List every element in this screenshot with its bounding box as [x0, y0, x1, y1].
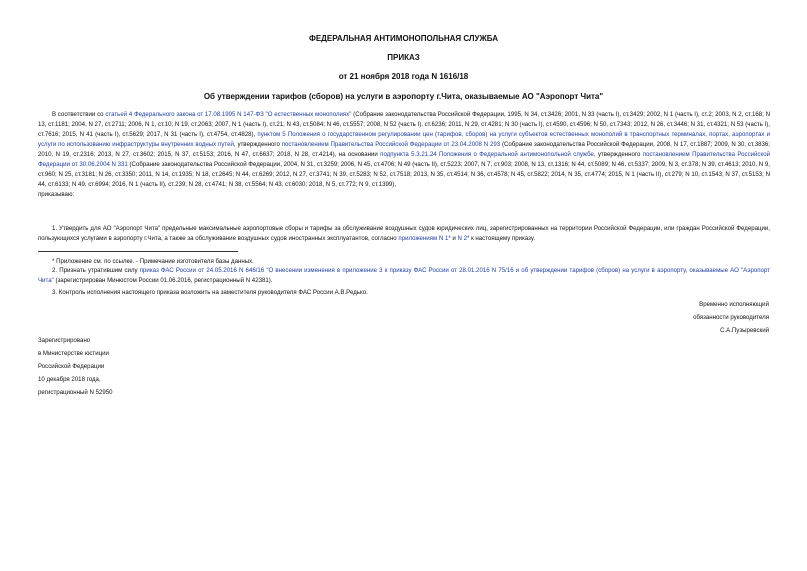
item-1-text: к настоящему приказу. [469, 235, 536, 242]
doc-date-number: от 21 ноября 2018 года N 1616/18 [338, 72, 469, 81]
item-2-paragraph [38, 266, 770, 286]
preamble [38, 110, 770, 200]
item-2-text: 2. Признать утратившим силу [52, 267, 140, 274]
preamble-paragraph [38, 110, 770, 190]
item-3-paragraph: 3. Контроль исполнения настоящего приказа возложить на заместителя руководителя ФАС России А.В.Редько. [52, 289, 368, 296]
item-2-text: (зарегистрирован Минюстом России 01.06.2016, регистрационный N 42381). [53, 277, 273, 284]
law-147-fz-link[interactable]: статьей 4 Федерального закона от 17.08.1995 N 147-ФЗ "О естественных монополиях" [105, 111, 352, 118]
registration-line: Российской Федерации [38, 363, 105, 370]
signer-position-line1: Временно исполняющий [699, 301, 769, 308]
registration-number: регистрационный N 52950 [38, 389, 113, 396]
regulation-point5-link[interactable]: пунктом 5 Положения о государственном регулировании цен (тарифов, сборов) на услуги субъектов естественных монополий в транспортных терминалах, портах, аэропортах и услуги по использованию инфраструктуры внутренних водных путей [38, 131, 770, 148]
item-2 [38, 266, 770, 286]
item-1-text: 1. Утвердить для АО "Аэропорт Чита" предельные максимальные аэропортовые сборы и тарифы за обслуживание воздушных судов юридических лиц, зарегистрированных на территории Российской Федерации, или граждан Российской Федерации, пользующихся услугами в аэропорту г.Чита, а также за обслуживание воздушных судов иностранных эксплуатантов, согласно [38, 225, 770, 242]
signer-name: С.А.Пузыревский [720, 327, 769, 334]
preamble-text: (Собрание законодательства Российской Федерации, 1995, N 34, ст.3426; 2001, N 33 (часть I), ст.3429; 2002, N 1 (часть I), ст.2; 2003, N 2, ст.168; N 13, ст.1181; 2004, N 27, ст.2711; 2006, N 1, ст.10; N 19, ст.2063; 2007, N 1 (часть I), ст.21; N 43, ст.5084; N 46, ст.5557; 2008, N 52 (часть I), ст.6236; 2011, N 29, ст.4281; N 30 (часть I), ст.4590, ст.4596; N 50, ст.7343; 2012, N 26, ст.3446; N 31, ст.4321; N 53 (часть I), ст.7616; 2015, N 41 (часть I), ст.5629; 2017, N 31 (часть I), ст.4754, ст.4828), [38, 111, 770, 138]
preamble-text: (Собрание законодательства Российской Федерации, 2008, N 17, ст.1887; 2009, N 30, ст.3836; 2010, N 19, ст.2316; 2013, N 27, ст.3602; 2015, N 37, ст.5153; 2016, N 47, ст.6637; 2018, N 28, ст.4214), на основании [38, 141, 770, 158]
appendix-1-link[interactable]: приложениям N 1* [398, 235, 451, 242]
footnote-divider [38, 251, 238, 252]
item-1-text: и [450, 235, 458, 242]
signer-position-line2: обязанности руководителя [693, 314, 769, 321]
government-decree-293-link[interactable]: постановлением Правительства Российской Федерации от 23.04.2008 N 293 [281, 141, 501, 148]
registration-line: Зарегистрировано [38, 337, 91, 344]
government-decree-331-link[interactable]: постановлением Правительства Российской Федерации от 30.06.2004 N 331 [38, 151, 770, 168]
item-1-paragraph [38, 224, 770, 244]
preamble-text: (Собрание законодательства Российской Федерации, 2004, N 31, ст.3259; 2006, N 45, ст.4706; N 49 (часть II), ст.5223; 2007, N 7, ст.903; 2008, N 13, ст.1316; N 44, ст.5089; N 46, ст.5337; 2009, N 3, ст.378; N 39, ст.4613; 2010, N 9, ст.960; N 25, ст.3181; N 26, ст.3350; 2011, N 14, ст.1935; N 18, ст.2645; N 44, ст.6269; 2012, N 27, ст.3741; N 39, ст.5283; N 52, ст.7518; 2013, N 35, ст.4514; N 36, ст.4578; N 45, ст.5822; 2014, N 35, ст.4774; 2015, N 1 (часть II), ст.279; N 10, ст.1543; N 37, ст.5153; N 44, ст.6133; N 49, ст.6994; 2016, N 1 (часть II), ст.239; N 28, ст.4741; N 38, ст.5564; N 43, ст.6030; 2018, N 5, ст.772; N 9, ст.1399), [38, 161, 770, 188]
fas-order-646-16-link[interactable]: приказ ФАС России от 24.05.2016 N 646/16 "О внесении изменения в приложение 3 к приказу ФАС России от 28.01.2016 N 75/16 и об утверждении тарифов (сборов) на услуги в аэропорту, оказываемые АО "Аэропорт Чита" [38, 267, 770, 284]
signature-block [693, 298, 769, 337]
registration-line: в Министерстве юстиции [38, 350, 109, 357]
footnote: * Приложение см. по ссылке. - Примечание изготовителя базы данных. [52, 258, 254, 265]
org-name: ФЕДЕРАЛЬНАЯ АНТИМОНОПОЛЬНАЯ СЛУЖБА [309, 34, 498, 43]
appendix-2-link[interactable]: N 2* [457, 235, 470, 242]
item-1 [38, 224, 770, 244]
registration-block [38, 334, 113, 399]
doc-title: Об утверждении тарифов (сборов) на услуги в аэропорту г.Чита, оказываемые АО "Аэропорт Чита" [203, 92, 604, 101]
item-3 [38, 288, 770, 298]
subpoint-5-3-21-24-link[interactable]: подпункта 5.3.21.24 Положения о Федеральной антимонопольной службе [380, 151, 594, 158]
preamble-text: , утвержденного [593, 151, 643, 158]
preamble-text: , утвержденного [233, 141, 282, 148]
order-word: приказываю: [38, 191, 75, 198]
registration-date: 10 декабря 2018 года, [38, 376, 101, 383]
preamble-text: В соответствии со [52, 111, 106, 118]
doc-type: ПРИКАЗ [387, 53, 420, 62]
